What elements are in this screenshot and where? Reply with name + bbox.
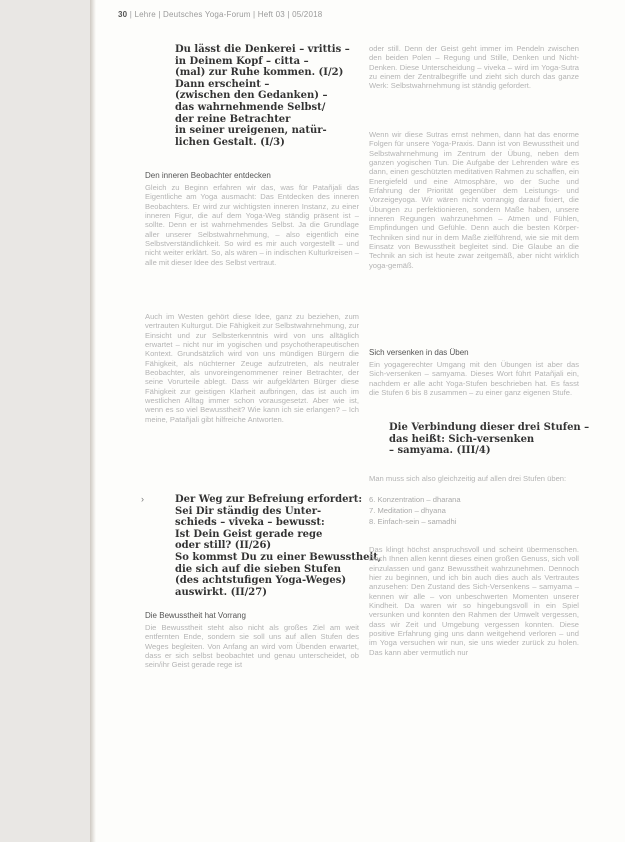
sutra-quote-3 (389, 422, 589, 457)
verse-line: Dann erscheint – (175, 78, 270, 90)
page-number: 30 (118, 10, 128, 19)
body-paragraph: Das klingt höchst anspruchsvoll und scheint übermenschen. Doch Ihnen allen kennt dieses einen großen Genuss, sich voll einzulassen und ganz Bewusstheit wahrzunehmen. Dennoch hier zu beginnen, und ich bin auch dies auch als Vertrautes anzusehen: Den Zustand des Sich-Versenkens – samyama – kennen wir alle – von unbeschwerten Momenten unserer Kindheit. Da waren wir so hingebungsvoll in ein Spiel versunken und konnten den Rahmen der Umwelt vergessen, dass wir Zeit und Umgebung vergessen konnten. Diese positive Erfahrung ging uns dann weitgehend verloren – und im Yoga versuchen wir nun, sie uns wieder zurück zu holen. Das kann aber vermutlich nur (369, 545, 579, 657)
bullet-arrow-icon: › (141, 494, 144, 504)
verse-line: (zwischen den Gedanken) – (175, 90, 328, 102)
body-paragraph: oder still. Denn der Geist geht immer im Pendeln zwischen den beiden Polen – Regung und Stille, Denken und Nicht-Denken. Diese Unterscheidung – viveka – wird im Yoga-Sutra zu einem der Zentralbegriffe und zieht sich durch das ganze Werk: Selbstwahrnehmung ist ständig gefordert. (369, 44, 579, 91)
verse-line: das wahrnehmende Selbst/ (175, 101, 326, 113)
verse-line: auswirkt. (II/27) (175, 586, 267, 598)
running-header (118, 10, 322, 19)
list-item: 8. Einfach-sein – samadhi (369, 517, 457, 526)
section-heading: Sich versenken in das Üben (369, 348, 469, 357)
verse-line: schieds – viveka – bewusst: (175, 517, 325, 529)
verse-line: in seiner ureigenen, natür- (175, 125, 327, 137)
stage-list (369, 494, 461, 527)
verse-line: (des achtstufigen Yoga-Weges) (175, 575, 347, 587)
body-paragraph: Auch im Westen gehört diese Idee, ganz zu beziehen, zum vertrauten Kulturgut. Die Fähigkeit zur Selbstwahrnehmung, zur Einsicht und zur Selbsterkenntnis wird von uns alltäglich erwartet – nicht nur im yogischen und psychotherapeutischen Kontext. Grundsätzlich wird von uns mündigen Bürgern die Fähigkeit, als nüchterner Zeuge aufzutreten, als neutraler Beobachter, als unvoreingenommener reiner Betrachter, der seine Vorurteile ablegt. Dass wir aufgeklärten Bürger diese Fähigkeit zur geistigen Klarheit aufbringen, das ist auch im westlichen Alltag immer schon vorausgesetzt. Aber wie ist, wenn es so viel Bewusstheit? Wie kann ich sie erlangen? – Ich meine, Patañjali gibt hilfreiche Antworten. (145, 312, 359, 424)
verse-line: Ist Dein Geist gerade rege (175, 528, 323, 540)
list-item: 6. Konzentration – dharana (369, 495, 461, 504)
verse-line: die sich auf die sieben Stufen (175, 563, 342, 575)
verse-line: Die Verbindung dieser drei Stufen – (389, 422, 590, 433)
sutra-quote-2 (175, 494, 381, 598)
body-paragraph: Wenn wir diese Sutras ernst nehmen, dann hat das enorme Folgen für unsere Yoga-Praxis. Dann ist von Bewusstheit und Selbstwahrnehmung im Zentrum der Übung, neben dem ganzen yogischen Tun. Die Aufgabe der Lehrenden wäre es dann, einen geschützten meditativen Rahmen zu schaffen, ein Energiefeld und eine Atmosphäre, wo der Suche und Erfahrung der Priorität gegenüber dem Leistungs- und Vorzeigeyoga. Wir wären nicht vorrangig darauf fixiert, die Übungen zu perfektionieren, sondern Maße haben, unsere inneren Regungen wahrzunehmen – Atmen und Fühlen, Empfindungen und Gefühle. Denn auch die besten Körper-Techniken sind nur in dem Maße zielführend, wie sie mit dem Einsatz von Bewusstheit begleitet sind. Die Glaube an die Technik an sich ist heute zwar zeitgemäß, aber nicht wirklich yoga-gemäß. (369, 130, 579, 270)
verse-line: – samyama. (III/4) (389, 445, 491, 457)
body-paragraph: Ein yogagerechter Umgang mit den Übungen ist aber das Sich-versenken – samyama. Dieses Wort führt Patañjali ein, nachdem er alle acht Yoga-Stufen beschrieben hat. Es fasst die Stufen 6 bis 8 zusammen – zu einer ganz eigenen Stufe. (369, 360, 579, 398)
list-item: 7. Meditation – dhyana (369, 506, 446, 515)
verse-line: Du lässt die Denkerei – vrittis – (175, 44, 350, 55)
body-paragraph: Die Bewusstheit steht also nicht als großes Ziel am weit entfernten Ende, sondern sie soll uns auf allen Stufen des Weges begleiten. Von Anfang an wird vom Übenden erwartet, dass er sich selbst beobachtet und genau unterscheidet, ob sein/ihr Geist gerade rege ist (145, 623, 359, 670)
verse-line: Der Weg zur Befreiung erfordert: (175, 494, 363, 505)
verse-line: der reine Betrachter (175, 113, 291, 125)
section-heading: Den inneren Beobachter entdecken (145, 171, 271, 180)
page-gutter (90, 0, 96, 842)
verse-line: in Deinem Kopf – citta – (175, 55, 309, 67)
verse-line: Sei Dir ständig des Unter- (175, 505, 322, 517)
verse-line: (mal) zur Ruhe kommen. (I/2) (175, 67, 344, 79)
verse-line: So kommst Du zu einer Bewusstheit, (175, 551, 382, 563)
section-heading: Die Bewusstheit hat Vorrang (145, 611, 246, 620)
verse-line: das heißt: Sich-versenken (389, 433, 535, 445)
body-paragraph: Man muss sich also gleichzeitig auf allen drei Stufen üben: (369, 474, 567, 483)
verse-line: oder still? (II/26) (175, 540, 272, 552)
sutra-quote-1 (175, 44, 350, 148)
running-title: | Lehre | Deutsches Yoga-Forum | Heft 03 | 05/2018 (129, 10, 323, 19)
verse-line: lichen Gestalt. (I/3) (175, 136, 285, 148)
body-paragraph: Gleich zu Beginn erfahren wir das, was für Patañjali das Eigentliche am Yoga ausmacht: Das Entdecken des inneren Beobachters. Er wird zur wichtigsten inneren Instanz, zu einer inneren Figur, die auf dem Yoga-Weg ständig präsent ist – sollte. Denn er ist wahrnehmendes Selbst. Ja die Grundlage aller unserer Selbstwahrnehmung, – also eigentlich eine Selbstverständlichkeit. So wird es mir auch vorgestellt – und nicht weiter erklärt. So, als wären – in indischen Kulturkreisen – alle mit dieser Idee des Selbst vertraut. (145, 183, 359, 267)
